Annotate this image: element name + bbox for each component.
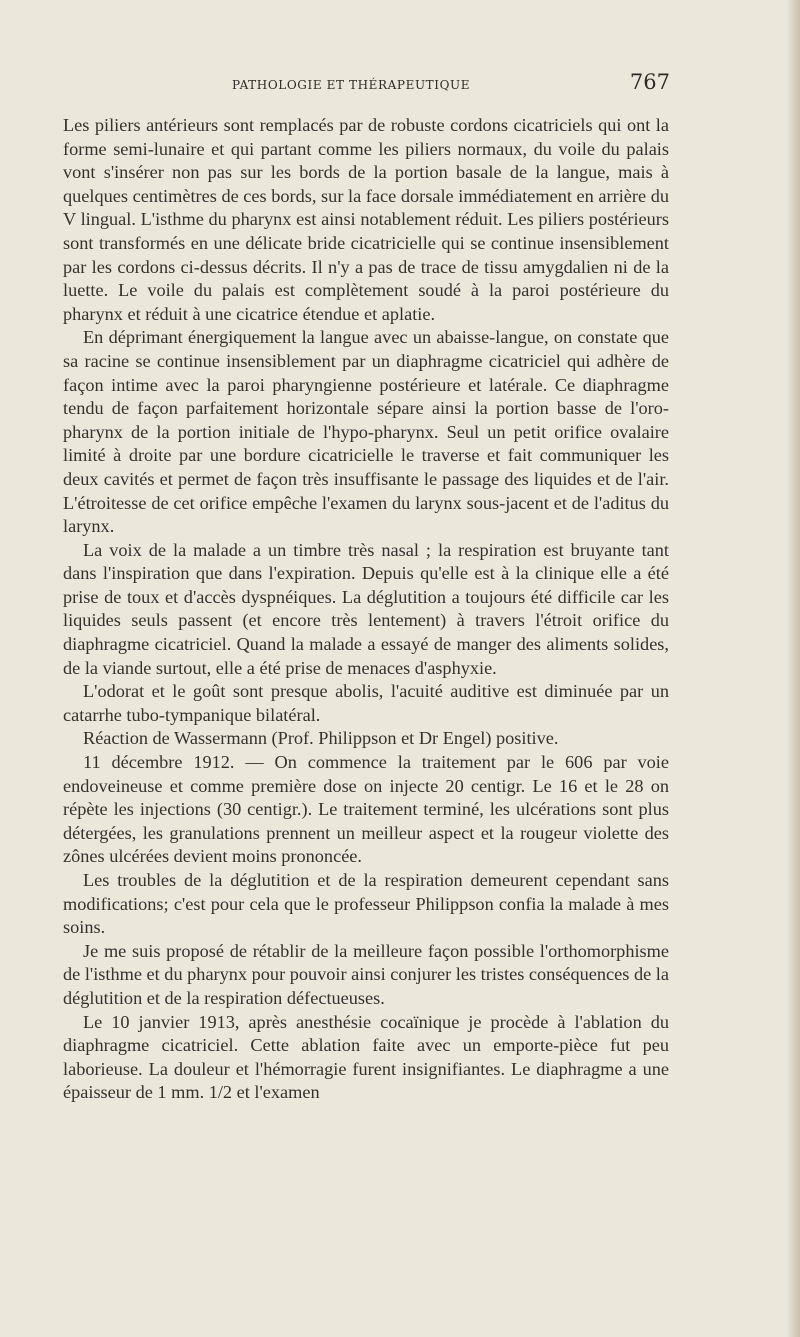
page-number: 767 [629, 70, 670, 94]
paragraph: Réaction de Wassermann (Prof. Philippson et Dr Engel) positive. [83, 728, 559, 749]
paragraph: Le 10 janvier 1913, après anesthésie cocaïnique je procède à l'ablation du diaphragme cicatriciel. Cette ablation faite avec un emporte-pièce fut peu laborieuse. La douleur et l'hémorragie furent insignifiantes. Le diaphragme a une épaisseur de 1 mm. 1/2 et l'examen [63, 1011, 669, 1103]
paragraph: Les piliers antérieurs sont remplacés par de robuste cordons cicatriciels qui ont la forme semi-lunaire et qui partant comme les piliers normaux, du voile du palais vont s'insérer non pas sur les bords de la portion basale de la langue, mais à quelques centimètres de ces bords, sur la face dorsale immédiatement en arrière du V lingual. L'isthme du pharynx est ainsi notablement réduit. Les piliers postérieurs sont transformés en une délicate bride cicatricielle qui se continue insensiblement par les cordons ci-dessus décrits. Il n'y a pas de trace de tissu amygdalien ni de la luette. Le voile du palais est complètement soudé à la paroi postérieure du pharynx et réduit à une cicatrice étendue et aplatie. [63, 115, 669, 324]
paragraph: La voix de la malade a un timbre très nasal ; la respiration est bruyante tant dans l'inspiration que dans l'expiration. Depuis qu'elle est à la clinique elle a été prise de toux et d'accès dyspnéiques. La déglutition a toujours été difficile car les liquides seuls passent (et encore très lentement) à travers l'étroit orifice du diaphragme cicatriciel. Quand la malade a essayé de manger des aliments solides, de la viande surtout, elle a été prise de menaces d'asphyxie. [63, 539, 669, 678]
page-header [60, 70, 670, 96]
paragraph: 11 décembre 1912. — On commence la traitement par le 606 par voie endoveineuse et comme première dose on injecte 20 centigr. Le 16 et le 28 on répète les injections (30 centigr.). Le traitement terminé, les ulcérations sont plus détergées, les granulations prennent un meilleur aspect et la rougeur violette des zônes ulcérées devient moins prononcée. [63, 752, 669, 867]
paragraph: En déprimant énergiquement la langue avec un abaisse-langue, on constate que sa racine se continue insensiblement par un diaphragme cicatriciel qui adhère de façon intime avec la paroi pharyngienne postérieure et latérale. Ce diaphragme tendu de façon parfaitement horizontale sépare ainsi la portion basse de l'oro-pharynx de la portion initiale de l'hypo-pharynx. Seul un petit orifice ovalaire limité à droite par une bordure cicatricielle le traverse et fait communiquer les deux cavités et permet de façon très insuffisante le passage des liquides et de l'air. L'étroitesse de cet orifice empêche l'examen du larynx sous-jacent et de l'aditus du larynx. [63, 327, 669, 537]
paragraph: L'odorat et le goût sont presque abolis, l'acuité auditive est diminuée par un catarrhe tubo-tympanique bilatéral. [63, 681, 669, 725]
page-edge-shadow [786, 0, 800, 1337]
running-head: PATHOLOGIE ET THÉRAPEUTIQUE [232, 78, 471, 92]
paragraph: Je me suis proposé de rétablir de la meilleure façon possible l'orthomorphisme de l'isthme et du pharynx pour pouvoir ainsi conjurer les tristes conséquences de la déglutition et de la respiration défectueuses. [63, 940, 669, 1008]
paragraph: Les troubles de la déglutition et de la respiration demeurent cependant sans modifications; c'est pour cela que le professeur Philippson confia la malade à mes soins. [63, 870, 669, 938]
body-text [63, 114, 669, 1105]
